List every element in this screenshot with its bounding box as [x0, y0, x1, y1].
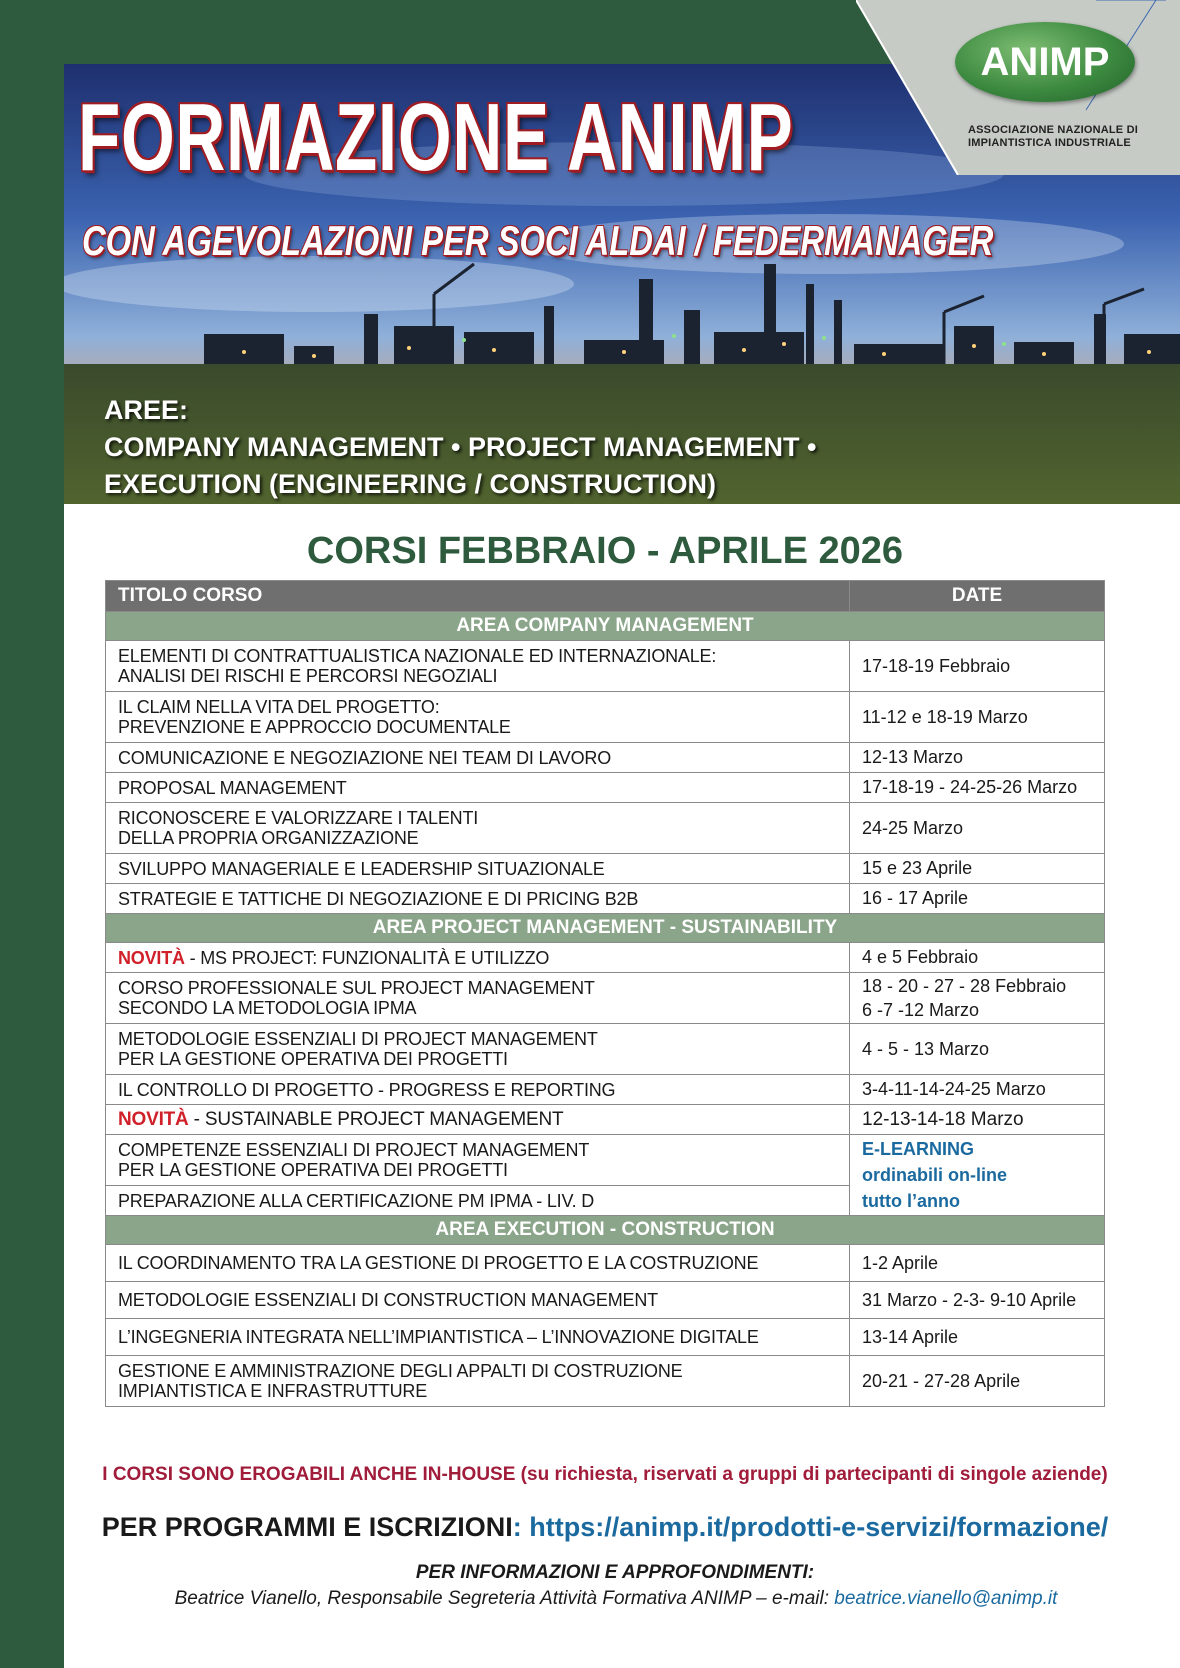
course-date: 3-4-11-14-24-25 Marzo	[850, 1075, 1105, 1105]
program-link[interactable]: https://animp.it/prodotti-e-servizi/formazione/	[529, 1512, 1109, 1542]
table-row	[106, 1245, 1105, 1282]
course-date: 11-12 e 18-19 Marzo	[850, 692, 1105, 743]
course-date: 13-14 Aprile	[850, 1319, 1105, 1356]
area-project-management: AREA PROJECT MANAGEMENT - SUSTAINABILITY	[106, 914, 1105, 943]
course-date: 31 Marzo - 2-3- 9-10 Aprile	[850, 1282, 1105, 1319]
course-line: IL CLAIM NELLA VITA DEL PROGETTO:	[118, 697, 440, 717]
inhouse-note	[0, 1464, 1180, 1486]
course-line: GESTIONE E AMMINISTRAZIONE DEGLI APPALTI DI COSTRUZIONE	[118, 1361, 683, 1381]
table-row	[106, 803, 1105, 854]
course-title: METODOLOGIE ESSENZIALI DI CONSTRUCTION MANAGEMENT	[106, 1282, 850, 1319]
course-title	[106, 692, 850, 743]
info-text: Beatrice Vianello, Responsabile Segreteria Attività Formativa ANIMP – e-mail:	[174, 1588, 835, 1609]
elearning-label: E-LEARNING	[862, 1139, 974, 1159]
course-date: 20-21 - 27-28 Aprile	[850, 1356, 1105, 1407]
elearning-availability: tutto l’anno	[862, 1191, 960, 1211]
course-title	[106, 1135, 850, 1186]
course-line: PER LA GESTIONE OPERATIVA DEI PROGETTI	[118, 1160, 508, 1180]
table-row	[106, 1319, 1105, 1356]
table-row	[106, 1024, 1105, 1075]
email-link[interactable]: beatrice.vianello@animp.it	[834, 1588, 1058, 1609]
table-row	[106, 1356, 1105, 1407]
date-line: 18 - 20 - 27 - 28 Febbraio	[862, 976, 1067, 996]
areas-line2: EXECUTION (ENGINEERING / CONSTRUCTION)	[104, 469, 717, 499]
course-line: - MS PROJECT: FUNZIONALITÀ E UTILIZZO	[184, 947, 550, 968]
areas-line1: COMPANY MANAGEMENT • PROJECT MANAGEMENT •	[104, 432, 817, 462]
logo-subtitle-line1: ASSOCIAZIONE NAZIONALE DI	[968, 124, 1139, 136]
table-row	[106, 1105, 1105, 1135]
info-heading: PER INFORMAZIONI E APPROFONDIMENTI:	[415, 1562, 815, 1583]
course-line: - SUSTAINABLE PROJECT MANAGEMENT	[188, 1108, 564, 1130]
header-dates: DATE	[850, 581, 1105, 612]
area-company-management: AREA COMPANY MANAGEMENT	[106, 612, 1105, 641]
course-line: COMPETENZE ESSENZIALI DI PROJECT MANAGEMENT	[118, 1140, 590, 1160]
inhouse-bold: I CORSI SONO EROGABILI ANCHE IN-HOUSE	[102, 1464, 516, 1485]
table-row	[106, 641, 1105, 692]
course-title: SVILUPPO MANAGERIALE E LEADERSHIP SITUAZIONALE	[106, 854, 850, 884]
courses-title: CORSI FEBBRAIO - APRILE 2026	[306, 530, 904, 572]
program-colon: :	[512, 1512, 522, 1542]
novita-badge: NOVITÀ	[118, 947, 185, 968]
course-line: IMPIANTISTICA E INFRASTRUTTURE	[118, 1381, 428, 1401]
area-execution-construction: AREA EXECUTION - CONSTRUCTION	[106, 1216, 1105, 1245]
table-row	[106, 1075, 1105, 1105]
table-row	[106, 943, 1105, 973]
course-line: PER LA GESTIONE OPERATIVA DEI PROGETTI	[118, 1049, 508, 1069]
table-row	[106, 973, 1105, 1024]
course-title: L’INGEGNERIA INTEGRATA NELL’IMPIANTISTICA – L’INNOVAZIONE DIGITALE	[106, 1319, 850, 1356]
course-date: 17-18-19 - 24-25-26 Marzo	[850, 773, 1105, 803]
hero-subtitle: CON AGEVOLAZIONI PER SOCI ALDAI / FEDERMANAGER	[82, 217, 994, 264]
course-date: 12-13-14-18 Marzo	[850, 1105, 1105, 1135]
table-row	[106, 1135, 1105, 1186]
course-date	[850, 973, 1105, 1024]
course-title: PROPOSAL MANAGEMENT	[106, 773, 850, 803]
logo-text: ANIMP	[980, 40, 1110, 84]
course-date: 12-13 Marzo	[850, 743, 1105, 773]
table-row	[106, 692, 1105, 743]
header-course-title: TITOLO CORSO	[106, 581, 850, 612]
course-title: COMUNICAZIONE E NEGOZIAZIONE NEI TEAM DI LAVORO	[106, 743, 850, 773]
table-row	[106, 884, 1105, 914]
course-line: ANALISI DEI RISCHI E PERCORSI NEGOZIALI	[118, 666, 498, 686]
course-title: STRATEGIE E TATTICHE DI NEGOZIAZIONE E DI PRICING B2B	[106, 884, 850, 914]
course-date: 24-25 Marzo	[850, 803, 1105, 854]
course-title	[106, 1024, 850, 1075]
table-row	[106, 854, 1105, 884]
course-title	[106, 1356, 850, 1407]
hero-title: FORMAZIONE ANIMP	[78, 84, 794, 191]
table-row	[106, 773, 1105, 803]
course-line: PREVENZIONE E APPROCCIO DOCUMENTALE	[118, 717, 511, 737]
course-title: PREPARAZIONE ALLA CERTIFICAZIONE PM IPMA - LIV. D	[106, 1186, 850, 1216]
course-title	[106, 641, 850, 692]
course-title	[106, 973, 850, 1024]
info-contact	[0, 1588, 1180, 1610]
course-line: ELEMENTI DI CONTRATTUALISTICA NAZIONALE ED INTERNAZIONALE:	[118, 646, 717, 666]
course-title	[106, 943, 850, 973]
course-line: RICONOSCERE E VALORIZZARE I TALENTI	[118, 808, 479, 828]
course-title	[106, 803, 850, 854]
logo-subtitle-line2: IMPIANTISTICA INDUSTRIALE	[968, 137, 1131, 149]
area-row	[106, 612, 1105, 641]
course-line: CORSO PROFESSIONALE SUL PROJECT MANAGEMENT	[118, 978, 595, 998]
course-date: 4 - 5 - 13 Marzo	[850, 1024, 1105, 1075]
left-green-band	[0, 0, 64, 1668]
novita-badge: NOVITÀ	[118, 1108, 189, 1130]
inhouse-detail: (su richiesta, riservati a gruppi di partecipanti di singole aziende)	[515, 1464, 1108, 1485]
course-date: 16 - 17 Aprile	[850, 884, 1105, 914]
area-row	[106, 1216, 1105, 1245]
animp-logo	[955, 22, 1135, 102]
program-label: PER PROGRAMMI E ISCRIZIONI	[101, 1512, 513, 1542]
program-line	[0, 1512, 1180, 1543]
course-title: IL COORDINAMENTO TRA LA GESTIONE DI PROGETTO E LA COSTRUZIONE	[106, 1245, 850, 1282]
logo-subtitle	[968, 124, 1138, 150]
course-line: SECONDO LA METODOLOGIA IPMA	[118, 998, 417, 1018]
course-date: 1-2 Aprile	[850, 1245, 1105, 1282]
course-date: 4 e 5 Febbraio	[850, 943, 1105, 973]
courses-table	[105, 580, 1105, 1407]
course-date: 17-18-19 Febbraio	[850, 641, 1105, 692]
date-line: 6 -7 -12 Marzo	[862, 1000, 980, 1020]
course-line: METODOLOGIE ESSENZIALI DI PROJECT MANAGEMENT	[118, 1029, 598, 1049]
area-row	[106, 914, 1105, 943]
table-row	[106, 1282, 1105, 1319]
course-title: IL CONTROLLO DI PROGETTO - PROGRESS E REPORTING	[106, 1075, 850, 1105]
areas-label: AREE:	[104, 395, 189, 425]
elearning-cell	[850, 1135, 1105, 1216]
elearning-note: ordinabili on-line	[862, 1165, 1007, 1185]
table-header-row	[106, 581, 1105, 612]
course-date: 15 e 23 Aprile	[850, 854, 1105, 884]
table-row	[106, 743, 1105, 773]
areas-block	[104, 392, 816, 503]
course-line: DELLA PROPRIA ORGANIZZAZIONE	[118, 828, 419, 848]
course-title	[106, 1105, 850, 1135]
